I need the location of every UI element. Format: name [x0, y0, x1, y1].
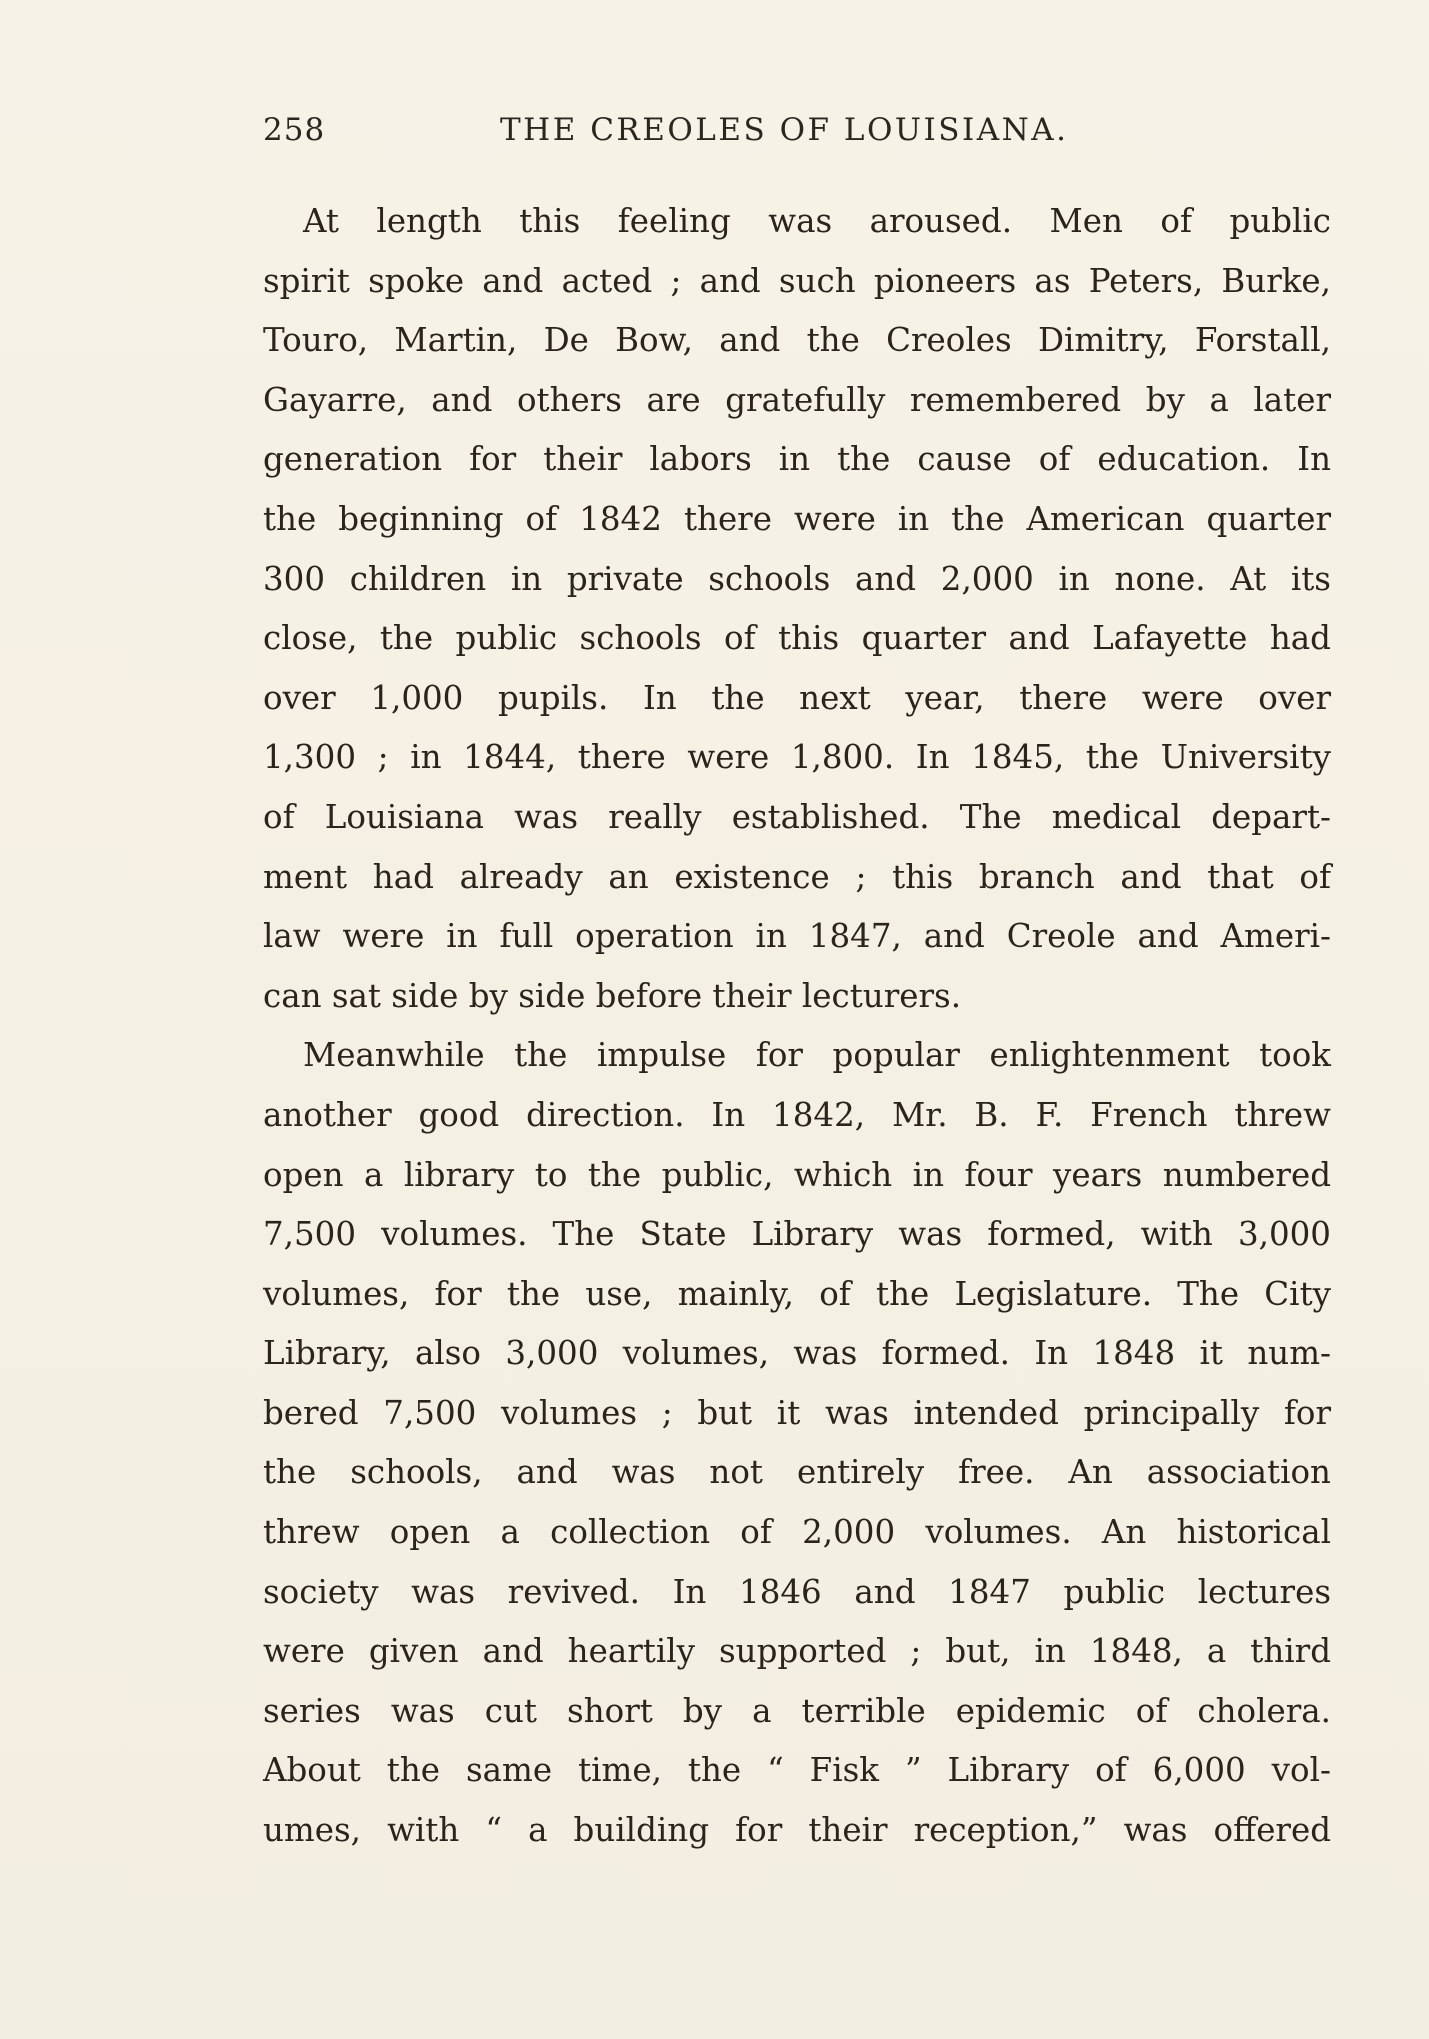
text-line: spirit spoke and acted ; and such pioneers as Peters, Burke, [263, 261, 1331, 300]
text-line: of Louisiana was really established. The medical depart- [263, 797, 1331, 836]
text-line: Library, also 3,000 volumes, was formed. In 1848 it num- [263, 1334, 1331, 1373]
text-line: can sat side by side before their lecturers. [263, 976, 962, 1015]
text-line: society was revived. In 1846 and 1847 public lectures [263, 1572, 1331, 1611]
paragraph-2 [263, 1026, 1331, 1860]
text-line: About the same time, the “ Fisk ” Library of 6,000 vol- [263, 1751, 1331, 1790]
body-text [263, 192, 1331, 1861]
text-line: Gayarre, and others are gratefully remembered by a later [263, 380, 1331, 419]
text-line: bered 7,500 volumes ; but it was intended principally for [263, 1393, 1331, 1432]
text-line: Meanwhile the impulse for popular enlightenment took [303, 1036, 1331, 1075]
text-line: 300 children in private schools and 2,000 in none. At its [263, 559, 1331, 598]
page-header [263, 112, 1331, 162]
text-line: At length this feeling was aroused. Men of public [303, 202, 1331, 240]
text-line: law were in full operation in 1847, and Creole and Ameri- [263, 917, 1331, 956]
text-line: volumes, for the use, mainly, of the Legislature. The City [263, 1274, 1331, 1313]
text-line: Touro, Martin, De Bow, and the Creoles Dimitry, Forstall, [263, 321, 1331, 360]
text-line: were given and heartily supported ; but, in 1848, a third [263, 1632, 1331, 1671]
text-line: umes, with “ a building for their reception,” was offered [263, 1811, 1331, 1850]
text-line: series was cut short by a terrible epidemic of cholera. [263, 1691, 1331, 1730]
text-line: threw open a collection of 2,000 volumes. An historical [263, 1513, 1331, 1552]
text-line: over 1,000 pupils. In the next year, there were over [263, 678, 1331, 717]
text-line: the beginning of 1842 there were in the American quarter [263, 499, 1331, 538]
paragraph-1 [263, 192, 1331, 1026]
text-line: close, the public schools of this quarter and Lafayette had [263, 619, 1331, 658]
text-line: generation for their labors in the cause of education. In [263, 440, 1331, 479]
text-line: open a library to the public, which in four years numbered [263, 1155, 1331, 1194]
running-head: THE CREOLES OF LOUISIANA. [500, 112, 1069, 148]
text-line: the schools, and was not entirely free. An association [263, 1453, 1331, 1492]
text-line: 1,300 ; in 1844, there were 1,800. In 1845, the University [263, 738, 1331, 777]
text-line: ment had already an existence ; this branch and that of [263, 857, 1331, 896]
text-line: 7,500 volumes. The State Library was formed, with 3,000 [263, 1215, 1331, 1254]
page-number: 258 [263, 112, 326, 148]
text-line: another good direction. In 1842, Mr. B. F. French threw [263, 1095, 1331, 1134]
